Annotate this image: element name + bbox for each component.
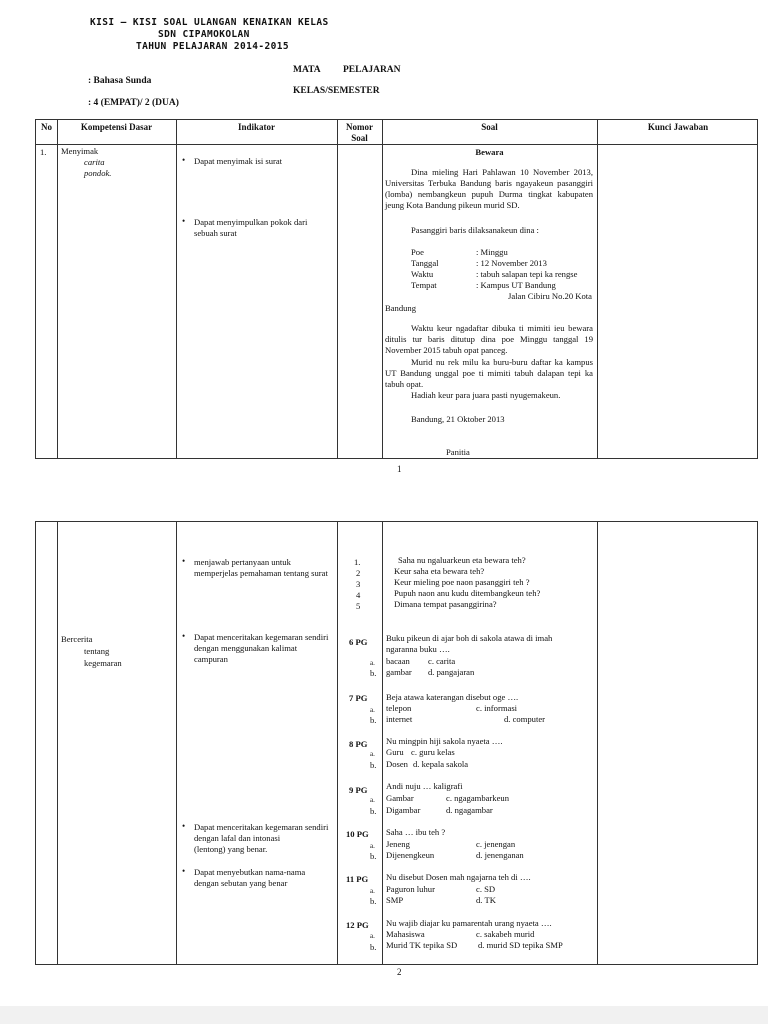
p2-pg-b-10: Dijenengkeun	[386, 850, 435, 860]
bullet-icon: •	[182, 155, 186, 165]
p2-q-num-5: 5	[356, 601, 361, 611]
kelas-value: : 4 (EMPAT)/ 2 (DUA)	[88, 98, 179, 108]
p2-pg-b-12: Murid TK tepika SD	[386, 940, 458, 950]
p2-pg-b-label-8: b.	[370, 760, 377, 770]
p2-pg-a-label-10: a.	[370, 842, 375, 850]
p2-pg-b-label-7: b.	[370, 715, 377, 725]
doc-title-line-3: TAHUN PELAJARAN 2014-2015	[136, 41, 289, 52]
p2-pg-d-7: d. computer	[504, 714, 546, 724]
p2-pg-q-6: Buku pikeun di ajar boh di sakola atawa di imah	[386, 633, 553, 643]
detail-val-tanggal: : 12 November 2013	[476, 258, 547, 268]
p2-q-text-3: Keur mieling poe naon pasanggiri teh ?	[394, 577, 530, 587]
p2-pg-c-6: c. carita	[428, 656, 456, 666]
doc-title-line-1: KISI – KISI SOAL ULANGAN KENAIKAN KELAS	[90, 17, 329, 28]
p2-pg-num-11: 11 PG	[346, 874, 369, 884]
soal-date: Bandung, 21 Oktober 2013	[411, 414, 505, 424]
p2-pg-num-8: 8 PG	[349, 739, 368, 749]
p2-indikator-2: Dapat menceritakan kegemaran sendiri dengan menggunakan kalimat campuran	[194, 632, 329, 664]
p2-pg-a-6: bacaan	[386, 656, 410, 666]
p2-pg-num-7: 7 PG	[349, 693, 368, 703]
doc-title-line-2: SDN CIPAMOKOLAN	[158, 29, 250, 40]
col-header-indikator: Indikator	[237, 122, 275, 132]
p2-pg-num-10: 10 PG	[346, 829, 369, 839]
p2-pg-a-7: telepon	[386, 703, 412, 713]
pelajaran-label: PELAJARAN	[343, 65, 401, 75]
detail-val-waktu: : tabuh salapan tepi ka rengse	[476, 269, 578, 279]
kisi-table-page-2	[35, 521, 758, 965]
kisi-table-page-1	[35, 119, 758, 459]
p2-q-text-2: Keur saha eta bewara teh?	[394, 566, 485, 576]
bullet-icon: •	[182, 821, 186, 831]
kd-text-1: Menyimak	[61, 146, 99, 156]
detail-val-poe: : Minggu	[476, 247, 508, 257]
p2-pg-a-label-9: a.	[370, 796, 375, 804]
col-header-soal: Soal	[481, 122, 498, 132]
soal-paragraph-4: Murid nu rek milu ka buru-buru daftar ka kampus UT Bandung unggal poe ti mimiti tabuh dalapan tepi ka tabuh opat.	[385, 357, 593, 389]
soal-paragraph-1: Dina mieling Hari Pahlawan 10 November 2013, Universitas Terbuka Bandung baris ngayakeun pasanggiri (lomba) nembangkeun pupuh Durma tingkat kabupaten jeung Kota Bandung pikeun murid SD.	[385, 167, 593, 210]
detail-key-tanggal: Tanggal	[411, 258, 439, 268]
p2-pg-a-11: Paguron luhur	[386, 884, 435, 894]
soal-paragraph-2: Pasanggiri baris dilaksanakeun dina :	[411, 225, 539, 235]
p2-pg-b-6: gambar	[386, 667, 412, 677]
p2-pg-c-7: c. informasi	[476, 703, 518, 713]
col-header-kompetensi-dasar: Kompetensi Dasar	[80, 122, 153, 132]
p2-q-num-1: 1.	[354, 557, 361, 567]
p2-pg-b-8: Dosen	[386, 759, 408, 769]
p2-pg-q-9: Andi nuju … kaligrafi	[386, 781, 463, 791]
p2-kd-1: Bercerita	[61, 634, 93, 644]
nomor-label: Nomor	[346, 122, 373, 132]
p2-kd-3: kegemaran	[84, 658, 122, 668]
p2-pg-b-11: SMP	[386, 895, 404, 905]
p2-pg-c-11: c. SD	[476, 884, 496, 894]
p2-pg-c-8: c. guru kelas	[411, 747, 455, 757]
p2-pg-d-8: d. kepala sakola	[413, 759, 469, 769]
p2-indikator-3-text: Dapat menceritakan kegemaran sendiri dengan lafal dan intonasi	[194, 822, 329, 843]
bullet-icon: •	[182, 866, 186, 876]
col-header-kunci-jawaban: Kunci Jawaban	[647, 122, 709, 132]
p2-q-num-3: 3	[356, 579, 361, 589]
detail-key-waktu: Waktu	[411, 269, 434, 279]
p2-pg-a-10: Jeneng	[386, 839, 410, 849]
p2-pg-q-11: Nu disebut Dosen mah ngajarna teh di ….	[386, 872, 531, 882]
p2-pg-d-10: d. jenenganan	[476, 850, 524, 860]
p2-pg-b-9: Digambar	[386, 805, 421, 815]
p2-q-text-5: Dimana tempat pasanggirina?	[394, 599, 497, 609]
p2-kd-2: tentang	[84, 646, 110, 656]
page-number-1: 1	[397, 464, 402, 474]
p2-pg-b-label-9: b.	[370, 806, 377, 816]
detail-key-poe: Poe	[411, 247, 424, 257]
p2-indikator-4: Dapat menyebutkan nama-nama dengan sebutan yang benar	[194, 867, 306, 888]
p2-q-text-1: Saha nu ngaluarkeun eta bewara teh?	[398, 555, 526, 565]
p2-pg-c-9: c. ngagambarkeun	[446, 793, 509, 803]
soal-paragraph-3: Waktu keur ngadaftar dibuka ti mimiti ieu bewara ditulis tur baris ditutup dina poe Minggu tanggal 19 November 2015 tabuh opat panceg.	[385, 323, 593, 355]
p2-pg-d-6: d. pangajaran	[428, 667, 475, 677]
col-header-nomor-soal	[337, 120, 382, 144]
p2-pg-q-10: Saha … ibu teh ?	[386, 827, 446, 837]
bullet-icon: •	[182, 216, 186, 226]
p2-q-text-4: Pupuh naon anu kudu ditembangkeun teh?	[394, 588, 541, 598]
detail-address-2: Bandung	[385, 303, 417, 313]
p2-pg-c-10: c. jenengan	[476, 839, 516, 849]
soal-title: Bewara	[475, 147, 504, 157]
p2-indikator-3	[194, 822, 332, 855]
p2-pg-b-label-11: b.	[370, 896, 377, 906]
mata-value: : Bahasa Sunda	[88, 76, 152, 86]
kd-text-2: carita	[84, 157, 105, 167]
p2-pg-a-9: Gambar	[386, 793, 414, 803]
p2-pg-d-9: d. ngagambar	[446, 805, 493, 815]
p2-pg-d-12: d. murid SD tepika SMP	[478, 940, 563, 950]
p2-pg-q-7: Beja atawa katerangan disebut oge ….	[386, 692, 519, 702]
p2-indikator-1: menjawab pertanyaan untuk memperjelas pemahaman tentang surat	[194, 557, 328, 578]
p2-pg-q-8: Nu mingpin hiji sakola nyaeta ….	[386, 736, 503, 746]
p2-pg-num-12: 12 PG	[346, 920, 369, 930]
p2-q-num-4: 4	[356, 590, 361, 600]
detail-val-tempat: : Kampus UT Bandung	[476, 280, 556, 290]
soal-panitia: Panitia	[446, 447, 470, 457]
indikator-2: Dapat menyimpulkan pokok dari sebuah surat	[194, 217, 308, 238]
col-header-no: No	[41, 122, 52, 132]
soal-sub-label: Soal	[351, 133, 368, 143]
bullet-icon: •	[182, 631, 186, 641]
row-number: 1.	[40, 147, 47, 157]
p2-pg-a-label-8: a.	[370, 750, 375, 758]
p2-pg-a-8: Guru	[386, 747, 404, 757]
p2-pg-num-6: 6 PG	[349, 637, 368, 647]
p2-pg-d-11: d. TK	[476, 895, 496, 905]
bullet-icon: •	[182, 556, 186, 566]
p2-indikator-3-lentong: (lentong) yang benar.	[194, 844, 268, 854]
soal-paragraph-5: Hadiah keur para juara pasti nyugemakeun.	[411, 390, 561, 400]
p2-pg-a-label-6: a.	[370, 659, 375, 667]
page-number-2: 2	[397, 967, 402, 977]
mata-label: MATA	[293, 65, 321, 75]
page-gap-strip	[0, 1006, 768, 1024]
p2-pg-b-label-12: b.	[370, 942, 377, 952]
detail-key-tempat: Tempat	[411, 280, 437, 290]
kd-text-3: pondok.	[84, 168, 112, 178]
detail-address: Jalan Cibiru No.20 Kota	[507, 291, 592, 301]
p2-pg-a-label-12: a.	[370, 932, 375, 940]
p2-pg-num-9: 9 PG	[349, 785, 368, 795]
indikator-1: Dapat menyimak isi surat	[194, 156, 283, 166]
p2-pg-a-label-7: a.	[370, 706, 375, 714]
p2-pg-a-12: Mahasiswa	[386, 929, 425, 939]
p2-pg-q2-6: ngaranna buku ….	[386, 644, 450, 654]
p2-pg-q-12: Nu wajib diajar ku pamarentah urang nyaeta ….	[386, 918, 552, 928]
kelas-label: KELAS/SEMESTER	[293, 86, 380, 96]
p2-pg-b-label-6: b.	[370, 668, 377, 678]
p2-pg-c-12: c. sakabeh murid	[476, 929, 535, 939]
p2-pg-a-label-11: a.	[370, 887, 375, 895]
p2-q-num-2: 2	[356, 568, 361, 578]
p2-pg-b-7: internet	[386, 714, 413, 724]
p2-pg-b-label-10: b.	[370, 851, 377, 861]
